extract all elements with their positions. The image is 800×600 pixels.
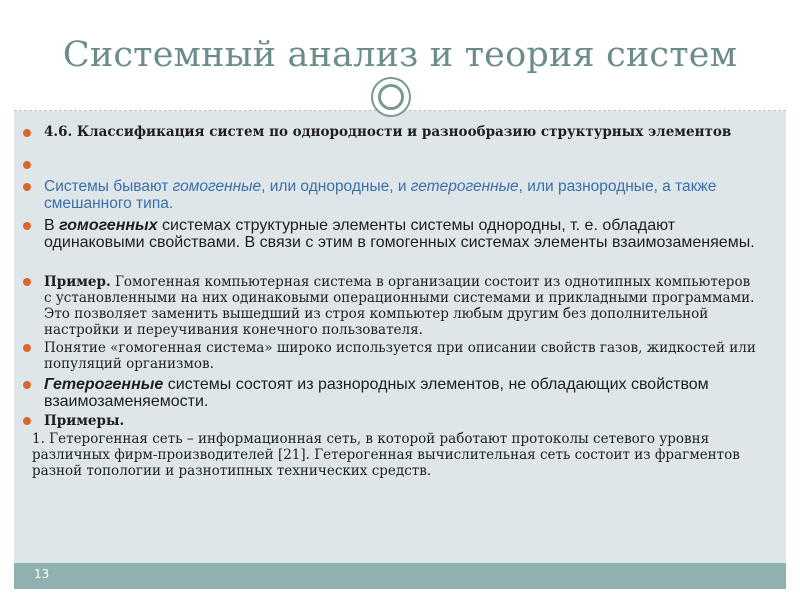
section-heading-item [22, 124, 758, 158]
bullet-icon [23, 344, 31, 352]
empty-bullet-item [22, 158, 758, 174]
double-ring-icon [371, 77, 411, 117]
bullet-icon [23, 381, 31, 389]
section-heading: 4.6. Классификация систем по однородности и разнообразию структурных элементов [44, 124, 732, 140]
homogeneous-definition-item [22, 217, 758, 271]
inner-ring [378, 84, 404, 110]
page-number: 13 [34, 567, 50, 581]
homogeneous-term: гомогенные [172, 178, 262, 195]
slide-title: Системный анализ и теория систем [62, 35, 738, 75]
homo-prefix: В [44, 217, 60, 234]
types-text-3: , или разнородные, а также смешанного типа. [44, 178, 717, 212]
heterogeneous-term: гетерогенные [410, 178, 519, 195]
example-label: Пример. [44, 274, 111, 290]
homo-rest: системах структурные элементы системы однородны, т. е. обладают одинаковыми свойствами. В связи с этим в гомогенных системах элементы взаимозаменяемы. [44, 217, 755, 251]
slide-content [22, 124, 758, 479]
heterogeneous-bold-term: Гетерогенные [44, 376, 164, 393]
examples-label-item [22, 413, 758, 429]
bullet-icon [23, 183, 31, 191]
bullet-icon [23, 222, 31, 230]
types-text-2: , или однородные, и [261, 178, 411, 195]
example-list-text: 1. Гетерогенная сеть – информационная сеть, в которой работают протоколы сетевого уровня различных фирм-производителей [21]. Гетерогенная вычислительная сеть состоит из фрагментов разной топологии и разнотипных технических средств. [32, 431, 740, 479]
concept-text: Понятие «гомогенная система» широко используется при описании свойств газов, жидкостей или популяций организмов. [44, 340, 756, 372]
bullet-icon [23, 278, 31, 286]
system-types-item [22, 178, 758, 216]
footer-bar [14, 563, 786, 589]
example-item [22, 274, 758, 338]
heterogeneous-definition-item [22, 376, 758, 412]
concept-item [22, 340, 758, 372]
homogeneous-bold-term: гомогенных [59, 217, 158, 234]
example-text: Гомогенная компьютерная система в организации состоит из однотипных компьютеров с установленными на них одинаковыми операционными системами и прикладными программами. Это позволяет заменить вышедший из строя компьютер любым другим без дополнительной настройки и переучивания конечного пользователя. [44, 274, 755, 338]
types-text-1: Системы бывают [44, 178, 173, 195]
bullet-icon [23, 129, 31, 137]
hetero-rest: системы состоят из разнородных элементов, не обладающих свойством взаимозаменяемости. [44, 376, 709, 410]
bullet-icon [23, 417, 31, 425]
bullet-icon [23, 161, 31, 169]
examples-label: Примеры. [44, 413, 125, 429]
